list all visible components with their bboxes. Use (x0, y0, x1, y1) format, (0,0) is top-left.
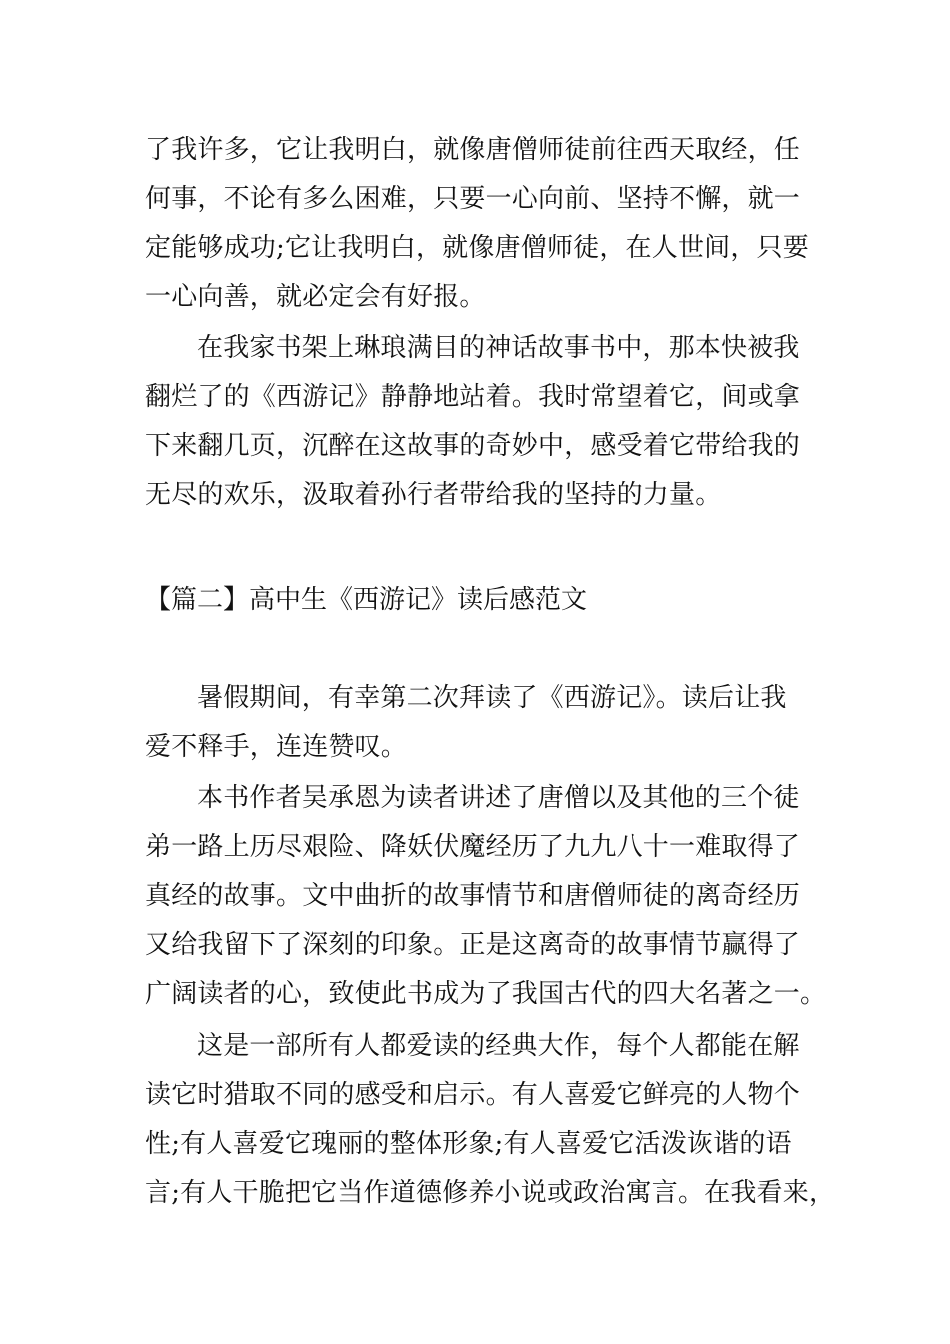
paragraph-2-line-1: 在我家书架上琳琅满目的神话故事书中，那本快被我 (197, 333, 800, 363)
paragraph-5-line-1: 这是一部所有人都爱读的经典大作，每个人都能在解 (197, 1031, 800, 1061)
paragraph-4-line-1: 本书作者吴承恩为读者讲述了唐僧以及其他的三个徒 (197, 783, 800, 813)
paragraph-3-line-1: 暑假期间，有幸第二次拜读了《西游记》。读后让我 (197, 683, 787, 713)
section-heading: 【篇二】高中生《西游记》读后感范文 (145, 585, 588, 615)
paragraph-2-line-4: 无尽的欢乐，汲取着孙行者带给我的坚持的力量。 (145, 480, 722, 510)
paragraph-3-line-2: 爱不释手，连连赞叹。 (145, 732, 408, 762)
paragraph-2-line-2: 翻烂了的《西游记》静静地站着。我时常望着它，间或拿 (145, 382, 801, 412)
paragraph-1-line-4: 一心向善，就必定会有好报。 (145, 282, 486, 312)
paragraph-5-line-3: 性;有人喜爱它瑰丽的整体形象;有人喜爱它活泼诙谐的语 (145, 1129, 792, 1159)
paragraph-1-line-2: 何事，不论有多么困难，只要一心向前、坚持不懈，就一 (145, 184, 801, 214)
paragraph-4-line-2: 弟一路上历尽艰险、降妖伏魔经历了九九八十一难取得了 (145, 832, 801, 862)
paragraph-4-line-5: 广阔读者的心，致使此书成为了我国古代的四大名著之一。 (145, 979, 827, 1009)
paragraph-2-line-3: 下来翻几页，沉醉在这故事的奇妙中，感受着它带给我的 (145, 431, 801, 461)
paragraph-5-line-4: 言;有人干脆把它当作道德修养小说或政治寓言。在我看来， (145, 1178, 836, 1208)
paragraph-4-line-3: 真经的故事。文中曲折的故事情节和唐僧师徒的离奇经历 (145, 881, 801, 911)
paragraph-5-line-2: 读它时猎取不同的感受和启示。有人喜爱它鲜亮的人物个 (145, 1080, 801, 1110)
paragraph-1-line-3: 定能够成功;它让我明白，就像唐僧师徒，在人世间，只要 (145, 233, 809, 263)
paragraph-1-line-1: 了我许多，它让我明白，就像唐僧师徒前往西天取经，任 (145, 135, 801, 165)
paragraph-4-line-4: 又给我留下了深刻的印象。正是这离奇的故事情节赢得了 (145, 930, 801, 960)
